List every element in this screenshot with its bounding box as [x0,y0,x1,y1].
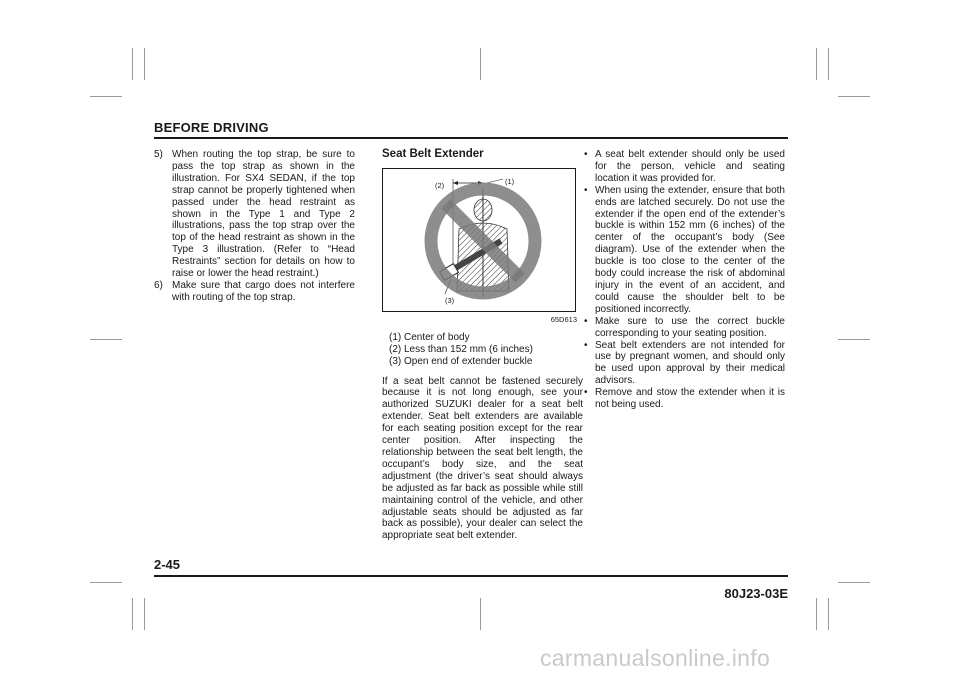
legend-item: (2) Less than 152 mm (6 inches) [389,343,533,355]
bullet-icon: • [584,339,588,351]
bullet-item [584,316,785,340]
column-3 [584,149,785,411]
bullet-icon: • [584,149,588,160]
legend-item: (1) Center of body [389,331,470,343]
bullet-item [584,340,785,388]
crop-mark [90,582,122,583]
column-2 [382,149,583,542]
crop-mark [828,48,829,80]
numbered-item-6 [154,280,355,304]
legend-item: (3) Open end of extender buckle [389,355,533,367]
item-number: 5) [154,149,163,160]
bullet-text: Seat belt extenders are not intended for use by pregnant women, and should only be used upon approval by their medical advisors. [595,339,785,387]
figure-code: 65D613 [550,314,577,324]
item-text: Make sure that cargo does not interfere with routing of the top strap. [172,279,355,303]
crop-mark [828,598,829,630]
watermark: carmanualsonline.info [540,645,771,671]
section-title: BEFORE DRIVING [154,120,269,135]
seat-belt-extender-figure [382,168,576,312]
item-text: When routing the top strap, be sure to pass the top strap as shown in the illustration. For SX4 SEDAN, if the top strap cannot be properly tightened when passed under the head restraint as shown in the Type 1 and Type 2 illustrations, pass the top strap over the top of the head restraint as shown in the Type 3 illustration. (Refer to “Head Restraints” section for details on how to raise or lower the head restraint.) [172,149,355,280]
bullet-item [584,149,785,185]
item-number: 6) [154,279,163,291]
column-1 [154,149,355,304]
bullet-icon: • [584,387,588,399]
bullet-icon: • [584,315,588,327]
bullet-text: Make sure to use the correct buckle corresponding to your seating position. [595,315,785,339]
bullet-icon: • [584,184,588,196]
figure-label-2: (2) [435,180,445,190]
header-rule [154,137,788,139]
bullet-text: Remove and stow the extender when it is not being used. [595,387,785,411]
footer-rule [154,575,788,577]
document-code: 80J23-03E [724,586,788,601]
bullet-item [584,185,785,316]
figure-legend [389,332,583,368]
crop-mark [816,48,817,80]
figure-label-1: (1) [505,176,515,186]
crop-mark [816,598,817,630]
crop-mark [144,598,145,630]
crop-mark [132,48,133,80]
body-paragraph: If a seat belt cannot be fastened securely because it is not long enough, see your authorized SUZUKI dealer for a seat belt extender. Seat belt extenders are available for each seating position except for the rear center position. After inspecting the relationship between the seat belt length, the occupant’s body size, and the seat adjustment (the driver’s seat should always be adjusted as far back as possible while still maintaining control of the vehicle, and other adjustable seats should be adjusted as far back as possible), your dealer can select the appropriate seat belt extender. [382,375,583,542]
crop-mark [480,48,481,80]
crop-mark [838,339,870,340]
crop-mark [838,96,870,97]
crop-mark [144,48,145,80]
bullet-text: When using the extender, ensure that both ends are latched securely. Do not use the extender if the open end of the extender’s buckle is within 152 mm (6 inches) of the center of the occupant’s body (See diagram). Use of the extender when the buckle is too close to the center of the body could increase the risk of abdominal injury in the event of an accident, and could cause the shoulder belt to be positioned incorrectly. [595,184,785,315]
bullet-item [584,387,785,411]
bullet-text: A seat belt extender should only be used for the person, vehicle and seating location it was provided for. [595,149,785,184]
numbered-item-5 [154,149,355,280]
prohibition-illustration [383,169,577,313]
page-number: 2-45 [154,557,181,572]
crop-mark [132,598,133,630]
crop-mark [90,96,122,97]
crop-mark [90,339,122,340]
section-heading: Seat Belt Extender [382,148,484,160]
crop-mark [838,582,870,583]
crop-mark [480,598,481,630]
figure-label-3: (3) [445,295,455,305]
